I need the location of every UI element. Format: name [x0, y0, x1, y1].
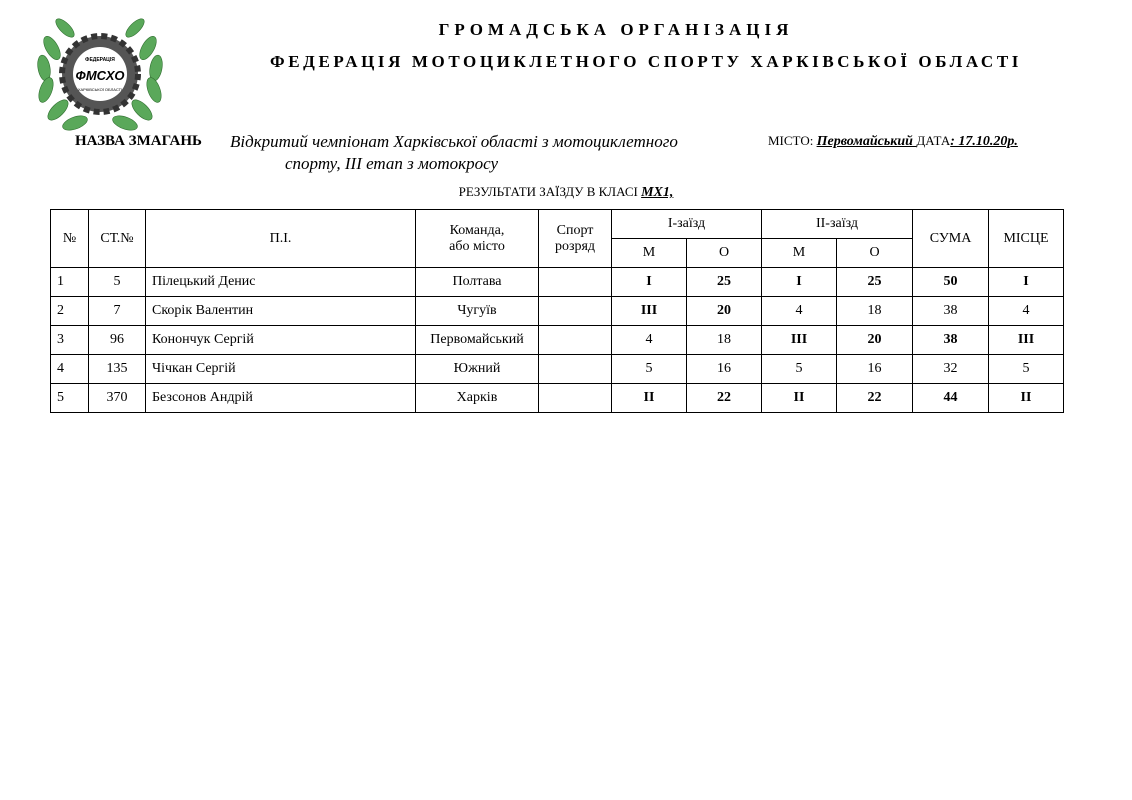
cell-o1: 25 — [687, 268, 762, 297]
results-table — [50, 209, 1064, 413]
competition-name-line1: Відкритий чемпіонат Харківської області з мотоциклетного — [230, 132, 678, 151]
cell-no: 3 — [51, 326, 89, 355]
cell-o2: 25 — [837, 268, 913, 297]
results-title — [0, 184, 1132, 201]
cell-st: 96 — [89, 326, 146, 355]
header-name: П.І. — [146, 210, 416, 268]
header-rank: Спорт розряд — [539, 210, 612, 268]
cell-o1: 16 — [687, 355, 762, 384]
city-date — [768, 133, 1018, 150]
header-no: № — [51, 210, 89, 268]
cell-team: Чугуїв — [416, 297, 539, 326]
table-row — [51, 355, 1064, 384]
cell-no: 2 — [51, 297, 89, 326]
cell-rank — [539, 355, 612, 384]
svg-text:ФМСХО: ФМСХО — [75, 68, 125, 83]
cell-o2: 22 — [837, 384, 913, 413]
cell-team: Полтава — [416, 268, 539, 297]
cell-m1: 5 — [612, 355, 687, 384]
cell-sum: 38 — [913, 326, 989, 355]
cell-team: Первомайський — [416, 326, 539, 355]
cell-team: Южний — [416, 355, 539, 384]
cell-m2: 4 — [762, 297, 837, 326]
header-sum: СУМА — [913, 210, 989, 268]
table-row — [51, 326, 1064, 355]
cell-o2: 20 — [837, 326, 913, 355]
results-title-text: РЕЗУЛЬТАТИ ЗАЇЗДУ В КЛАСІ — [458, 184, 638, 199]
header-start-number: СТ.№ — [89, 210, 146, 268]
cell-name: Конончук Сергій — [146, 326, 416, 355]
svg-text:ХАРКІВСЬКОЇ ОБЛАСТІ: ХАРКІВСЬКОЇ ОБЛАСТІ — [77, 87, 123, 92]
date-label: ДАТА — [916, 133, 951, 148]
date-value: : 17.10.20р. — [950, 134, 1018, 149]
class-value: MX1, — [641, 185, 674, 200]
cell-name: Безсонов Андрій — [146, 384, 416, 413]
cell-m1: 4 — [612, 326, 687, 355]
header-o2: О — [837, 239, 913, 268]
city-value: Первомайський — [816, 134, 917, 149]
cell-place: III — [989, 326, 1064, 355]
cell-place: II — [989, 384, 1064, 413]
cell-sum: 50 — [913, 268, 989, 297]
header-o1: О — [687, 239, 762, 268]
cell-st: 370 — [89, 384, 146, 413]
cell-rank — [539, 384, 612, 413]
cell-place: I — [989, 268, 1064, 297]
svg-text:ФЕДЕРАЦІЯ: ФЕДЕРАЦІЯ — [85, 57, 115, 63]
cell-no: 4 — [51, 355, 89, 384]
table-row — [51, 297, 1064, 326]
cell-place: 4 — [989, 297, 1064, 326]
cell-name: Пілецький Денис — [146, 268, 416, 297]
cell-sum: 38 — [913, 297, 989, 326]
cell-o1: 18 — [687, 326, 762, 355]
cell-m2: III — [762, 326, 837, 355]
cell-m1: III — [612, 297, 687, 326]
cell-m2: 5 — [762, 355, 837, 384]
cell-name: Скорік Валентин — [146, 297, 416, 326]
header-m1: М — [612, 239, 687, 268]
cell-m1: I — [612, 268, 687, 297]
cell-o1: 20 — [687, 297, 762, 326]
cell-o2: 18 — [837, 297, 913, 326]
cell-st: 135 — [89, 355, 146, 384]
competition-label: НАЗВА ЗМАГАНЬ — [75, 133, 202, 149]
header-heat1: І-заїзд — [612, 210, 762, 239]
header-place: МІСЦЕ — [989, 210, 1064, 268]
city-label: МІСТО: — [768, 133, 814, 148]
cell-team: Харків — [416, 384, 539, 413]
cell-sum: 44 — [913, 384, 989, 413]
cell-rank — [539, 326, 612, 355]
cell-m2: I — [762, 268, 837, 297]
competition-name — [230, 131, 740, 175]
cell-sum: 32 — [913, 355, 989, 384]
cell-st: 7 — [89, 297, 146, 326]
header-federation-line: ФЕДЕРАЦІЯ МОТОЦИКЛЕТНОГО СПОРТУ ХАРКІВСЬКОЇ ОБЛАСТІ — [270, 52, 1022, 71]
cell-m1: II — [612, 384, 687, 413]
cell-o2: 16 — [837, 355, 913, 384]
cell-st: 5 — [89, 268, 146, 297]
header-team: Команда, або місто — [416, 210, 539, 268]
table-row — [51, 268, 1064, 297]
cell-place: 5 — [989, 355, 1064, 384]
header-heat2: ІІ-заїзд — [762, 210, 913, 239]
header-m2: М — [762, 239, 837, 268]
cell-m2: II — [762, 384, 837, 413]
cell-o1: 22 — [687, 384, 762, 413]
cell-rank — [539, 268, 612, 297]
cell-no: 1 — [51, 268, 89, 297]
cell-rank — [539, 297, 612, 326]
header-org-line: ГРОМАДСЬКА ОРГАНІЗАЦІЯ — [438, 20, 794, 39]
table-row — [51, 384, 1064, 413]
competition-name-line2: спорту, ІІІ етап з мотокросу — [285, 154, 499, 173]
cell-no: 5 — [51, 384, 89, 413]
cell-name: Чічкан Сергій — [146, 355, 416, 384]
